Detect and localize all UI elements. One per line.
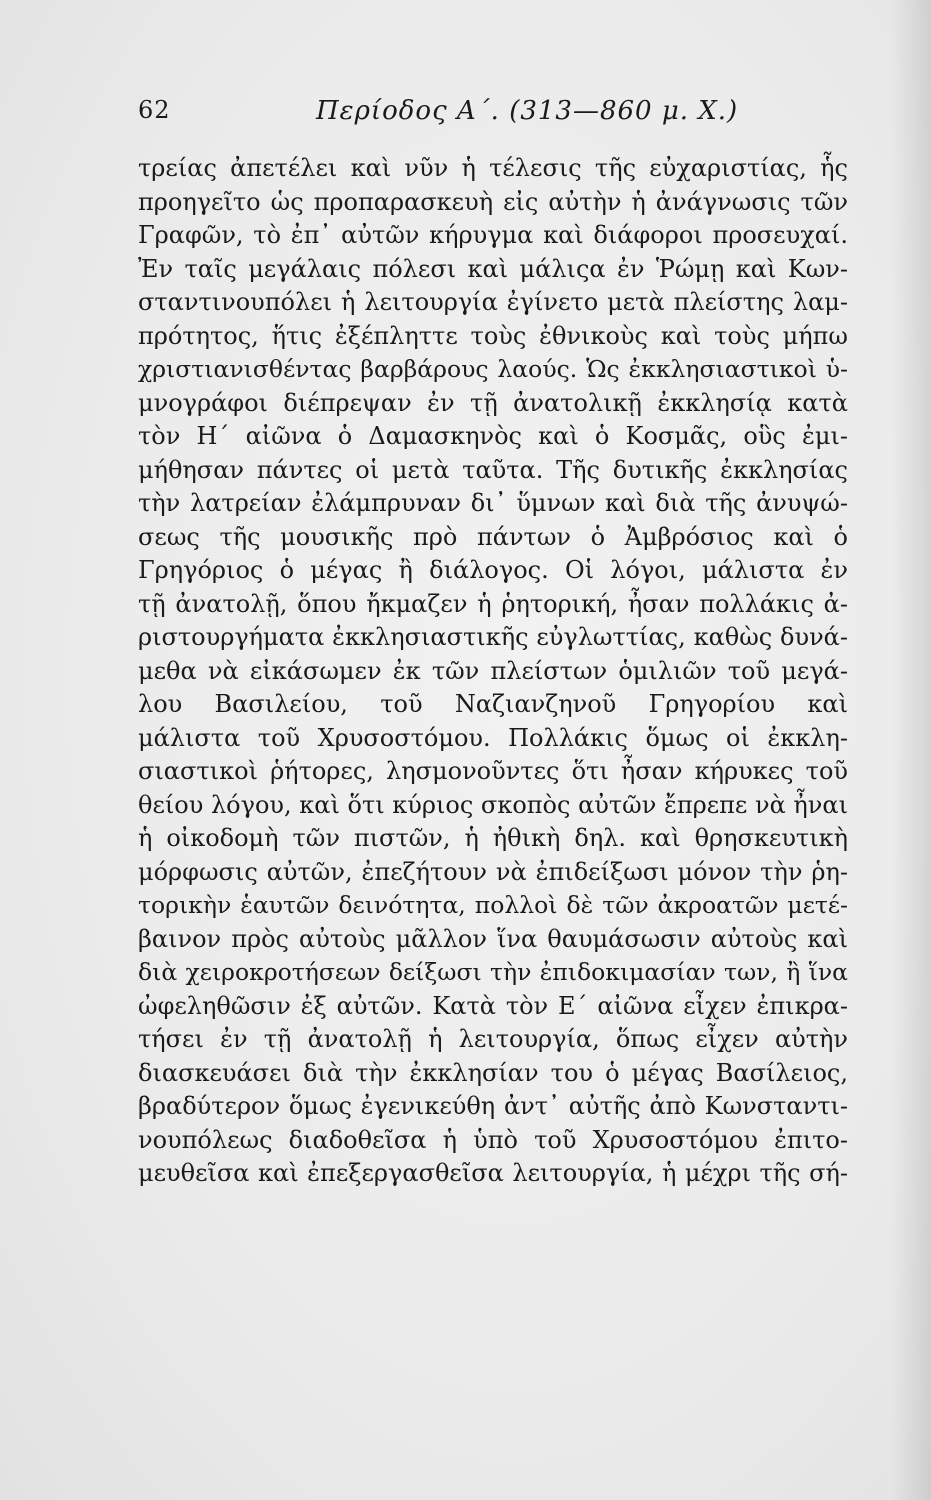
text-line: τήσει ἐν τῇ ἀνατολῇ ἡ λειτουργία, ὅπως εἶχεν αὐτὴν bbox=[138, 1025, 848, 1053]
text-line: μευθεῖσα καὶ ἐπεξεργασθεῖσα λειτουργία, ἡ μέχρι τῆς σή- bbox=[138, 1159, 848, 1187]
text-line: τρείας ἀπετέλει καὶ νῦν ἡ τέλεσις τῆς εὐχαριστίας, ἧς bbox=[138, 154, 848, 182]
text-line: λου Βασιλείου, τοῦ Ναζιανζηνοῦ Γρηγορίου καὶ bbox=[138, 690, 848, 718]
text-line: διὰ χειροκροτήσεων δείξωσι τὴν ἐπιδοκιμασίαν των, ἢ ἵνα bbox=[138, 958, 848, 986]
text-line: τὸν Η΄ αἰῶνα ὁ Δαμασκηνὸς καὶ ὁ Κοσμᾶς, οὓς ἐμι- bbox=[138, 422, 848, 450]
text-line: τὴν λατρείαν ἐλάμπρυναν δι᾽ ὕμνων καὶ διὰ τῆς ἀνυψώ- bbox=[138, 489, 848, 517]
text-line: μήθησαν πάντες οἱ μετὰ ταῦτα. Τῆς δυτικῆς ἐκκλησίας bbox=[138, 455, 848, 484]
text-line: ριστουργήματα ἐκκλησιαστικῆς εὐγλωττίας, καθὼς δυνά- bbox=[138, 623, 848, 651]
text-line: μνογράφοι διέπρεψαν ἐν τῇ ἀνατολικῇ ἐκκλησίᾳ κατὰ bbox=[138, 388, 848, 417]
text-line: τορικὴν ἑαυτῶν δεινότητα, πολλοὶ δὲ τῶν ἀκροατῶν μετέ- bbox=[138, 891, 848, 919]
text-line: μόρφωσις αὐτῶν, ἐπεζήτουν νὰ ἐπιδείξωσι μόνον τὴν ῥη- bbox=[138, 857, 848, 886]
text-line: Γραφῶν, τὸ ἐπ᾽ αὐτῶν κήρυγμα καὶ διάφοροι προσευχαί. bbox=[138, 221, 848, 249]
page-edge-shadow bbox=[891, 0, 931, 1500]
text-line: ἡ οἰκοδομὴ τῶν πιστῶν, ἡ ἠθικὴ δηλ. καὶ θρησκευτικὴ bbox=[138, 824, 848, 852]
text-line: θείου λόγου, καὶ ὅτι κύριος σκοπὸς αὐτῶν ἔπρεπε νὰ ἦναι bbox=[138, 790, 848, 819]
text-line: Γρηγόριος ὁ μέγας ἢ διάλογος. Οἱ λόγοι, μάλιστα ἐν bbox=[138, 556, 848, 584]
text-line: σεως τῆς μουσικῆς πρὸ πάντων ὁ Ἀμβρόσιος καὶ ὁ bbox=[138, 522, 848, 551]
body-text bbox=[138, 152, 848, 1191]
running-head: Περίοδος Α΄. (313—860 μ. Χ.) bbox=[316, 96, 739, 126]
text-line: βραδύτερον ὅμως ἐγενικεύθη ἀντ᾽ αὐτῆς ἀπὸ Κωνσταντι- bbox=[138, 1092, 848, 1120]
text-line: σταντινουπόλει ἡ λειτουργία ἐγίνετο μετὰ πλείστης λαμ- bbox=[138, 288, 848, 316]
page-header bbox=[138, 88, 838, 128]
text-line: ὠφεληθῶσιν ἐξ αὐτῶν. Κατὰ τὸν Ε΄ αἰῶνα εἶχεν ἐπικρα- bbox=[138, 991, 848, 1020]
text-line: σιαστικοὶ ῥήτορες, λησμονοῦντες ὅτι ἦσαν κήρυκες τοῦ bbox=[138, 757, 848, 785]
page-number: 62 bbox=[138, 96, 171, 124]
text-line: πρότητος, ἥτις ἐξέπληττε τοὺς ἐθνικοὺς καὶ τοὺς μήπω bbox=[138, 321, 848, 350]
text-line: τῇ ἀνατολῇ, ὅπου ἤκμαζεν ἡ ῥητορική, ἦσαν πολλάκις ἀ- bbox=[138, 589, 848, 618]
text-line: νουπόλεως διαδοθεῖσα ἡ ὑπὸ τοῦ Χρυσοστόμου ἐπιτο- bbox=[138, 1125, 848, 1154]
text-line: προηγεῖτο ὡς προπαρασκευὴ εἰς αὐτὴν ἡ ἀνάγνωσις τῶν bbox=[138, 187, 848, 216]
text-line: χριστιανισθέντας βαρβάρους λαούς. Ὡς ἐκκλησιαστικοὶ ὑ- bbox=[138, 355, 848, 383]
text-line: μεθα νὰ εἰκάσωμεν ἐκ τῶν πλείστων ὁμιλιῶν τοῦ μεγά- bbox=[138, 656, 848, 685]
text-line: μάλιστα τοῦ Χρυσοστόμου. Πολλάκις ὅμως οἱ ἐκκλη- bbox=[138, 723, 848, 752]
text-line: Ἐν ταῖς μεγάλαις πόλεσι καὶ μάλιςα ἐν Ῥώμῃ καὶ Κων- bbox=[138, 254, 848, 283]
text-line: διασκευάσει διὰ τὴν ἐκκλησίαν του ὁ μέγας Βασίλειος, bbox=[138, 1058, 848, 1087]
text-line: βαινον πρὸς αὐτοὺς μᾶλλον ἵνα θαυμάσωσιν αὐτοὺς καὶ bbox=[138, 924, 848, 953]
